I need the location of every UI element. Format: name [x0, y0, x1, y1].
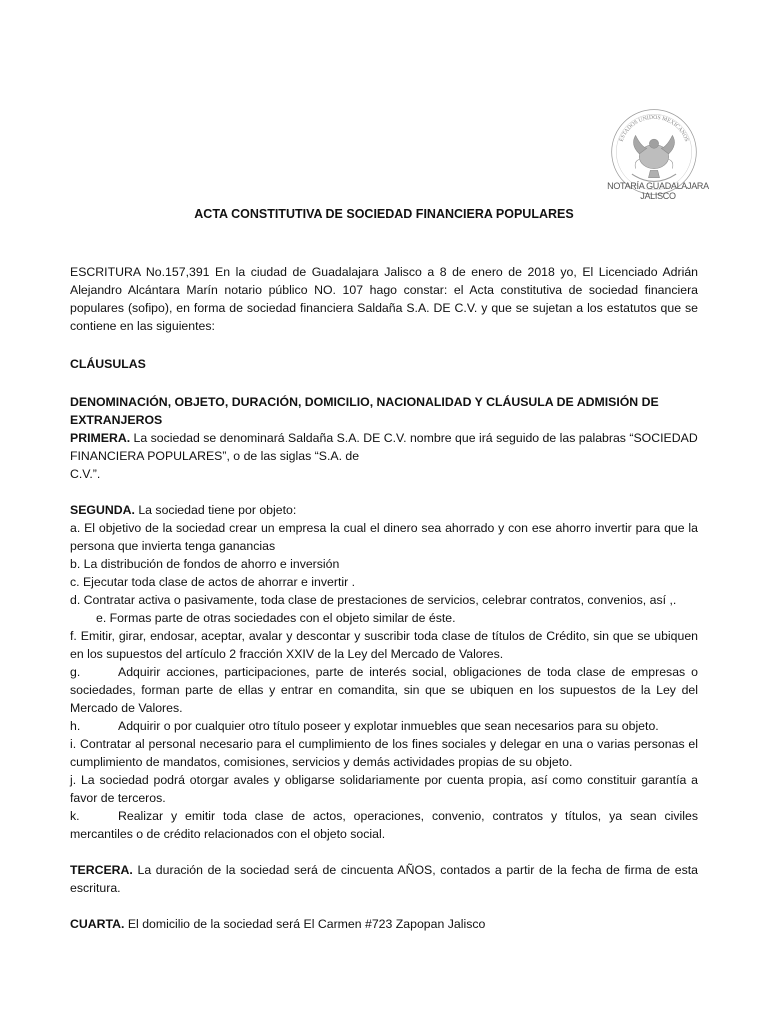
- section-heading: DENOMINACIÓN, OBJETO, DURACIÓN, DOMICILIO, NACIONALIDAD Y CLÁUSULA DE ADMISIÓN DE EXTRANJEROS: [70, 395, 659, 427]
- list-item-h-letter: h.: [70, 719, 81, 733]
- list-item-g-text: Adquirir acciones, participaciones, parte de interés social, obligaciones de toda clase de empresas o sociedades, forman parte de ellas y entrar en comandita, sin que se ubiquen en los supuestos de la Ley del Mercado de Valores.: [70, 665, 698, 715]
- document-title: ACTA CONSTITUTIVA DE SOCIEDAD FINANCIERA POPULARES: [194, 207, 574, 221]
- tercera-clause: [70, 861, 698, 897]
- svg-text:ESTADOS UNIDOS MEXICANOS: [619, 115, 690, 143]
- primera-text: La sociedad se denominará Saldaña S.A. DE C.V. nombre que irá seguido de las palabras “SOCIEDAD FINANCIERA POPULARES”, o de las siglas “S.A. de: [70, 431, 698, 463]
- seal-ring-text: ESTADOS UNIDOS MEXICANOS: [618, 114, 690, 143]
- list-item-e: e. Formas parte de otras sociedades con el objeto similar de éste.: [96, 611, 456, 625]
- document-body: [70, 263, 698, 933]
- cuarta-clause: [70, 915, 698, 933]
- list-item-c: c. Ejecutar toda clase de actos de ahorrar e invertir .: [70, 575, 356, 589]
- cuarta-text: El domicilio de la sociedad será El Carmen #723 Zapopan Jalisco: [124, 917, 486, 931]
- list-item-j: j. La sociedad podrá otorgar avales y obligarse solidariamente por cuenta propia, así como constituir garantía a favor de terceros.: [70, 773, 698, 805]
- segunda-text: La sociedad tiene por objeto:: [134, 503, 297, 517]
- primera-label: PRIMERA.: [70, 431, 131, 445]
- seal-caption: NOTARÍA GUADALAJARA JALISCO: [607, 181, 709, 201]
- list-item-f: f. Emitir, girar, endosar, aceptar, avalar y descontar y suscribir toda clase de títulos de Crédito, sin que se ubiquen en los supuestos del artículo 2 fracción XXIV de la Ley del Mercado de Valores.: [70, 629, 698, 661]
- list-item-g-letter: g.: [70, 665, 81, 679]
- tercera-label: TERCERA.: [70, 863, 133, 877]
- tercera-text: La duración de la sociedad será de cincuenta AÑOS, contados a partir de la fecha de firma de esta escritura.: [70, 863, 698, 895]
- list-item-k-text: Realizar y emitir toda clase de actos, operaciones, convenio, contratos y títulos, ya sean civiles mercantiles o de crédito relacionados con el objeto social.: [70, 809, 698, 841]
- segunda-clause: [70, 501, 698, 519]
- list-item-k: [70, 807, 698, 843]
- list-item-a: a. El objetivo de la sociedad crear un empresa la cual el dinero sea ahorrado y con ese ahorro invertir para que la persona que invierta tenga ganancias: [70, 521, 698, 553]
- clausulas-heading: CLÁUSULAS: [70, 357, 146, 371]
- list-item-g: [70, 663, 698, 717]
- primera-text-end: C.V.”.: [70, 467, 101, 481]
- list-item-i: i. Contratar al personal necesario para el cumplimiento de los fines sociales y delegar en una o varias personas el cumplimiento de mandatos, comisiones, servicios y demás actividades propias de su objeto.: [70, 737, 698, 769]
- primera-clause: [70, 429, 698, 465]
- list-item-d: d. Contratar activa o pasivamente, toda clase de prestaciones de servicios, celebrar contratos, convenios, así ,.: [70, 593, 677, 607]
- list-item-k-letter: k.: [70, 809, 80, 823]
- segunda-label: SEGUNDA.: [70, 503, 135, 517]
- list-item-h-text: Adquirir o por cualquier otro título poseer y explotar inmuebles que sean necesarios para su objeto.: [118, 719, 659, 733]
- cuarta-label: CUARTA.: [70, 917, 125, 931]
- list-item-b: b. La distribución de fondos de ahorro e inversión: [70, 557, 340, 571]
- intro-paragraph: ESCRITURA No.157,391 En la ciudad de Guadalajara Jalisco a 8 de enero de 2018 yo, El Licenciado Adrián Alejandro Alcántara Marín notario público NO. 107 hago constar: el Acta constitutiva de sociedad financiera populares (sofipo), en forma de sociedad financiera Saldaña S.A. DE C.V. y que se sujetan a los estatutos que se contiene en las siguientes:: [70, 265, 698, 333]
- list-item-h: [70, 717, 698, 735]
